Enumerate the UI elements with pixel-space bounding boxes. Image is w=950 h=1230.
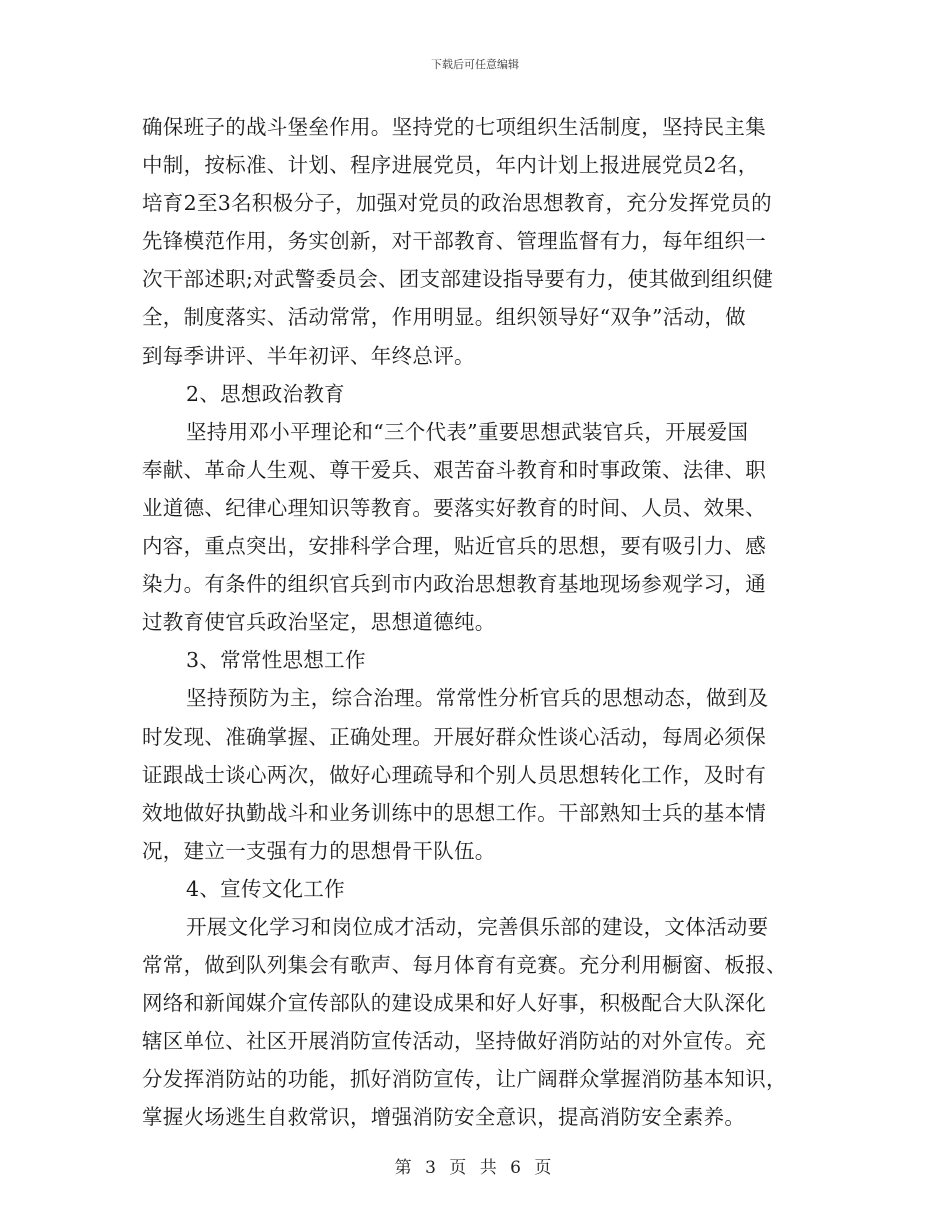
body-line: 先锋模范作用，务实创新，对干部教育、管理监督有力，每年组织一: [142, 229, 766, 254]
body-line: 况，建立一支强有力的思想骨干队伍。: [142, 838, 496, 863]
body-line: 到每季讲评、半年初评、年终总评。: [142, 343, 475, 368]
section-heading-ideological-education: 2、思想政治教育: [186, 381, 345, 406]
body-line: 效地做好执勤战斗和业务训练中的思想工作。干部熟知士兵的基本情: [142, 800, 766, 825]
body-line: 常常，做到队列集会有歌声、每月体育有竞赛。充分利用橱窗、板报、: [142, 953, 787, 978]
paragraph-first-line: 坚持用邓小平理论和“三个代表”重要思想武装官兵，开展爱国: [186, 419, 749, 444]
page-number: 第 3 页 共 6 页: [394, 1158, 556, 1178]
body-line: 证跟战士谈心两次，做好心理疏导和个别人员思想转化工作，及时有: [142, 762, 766, 787]
section-heading-publicity-culture: 4、宣传文化工作: [186, 876, 345, 901]
body-line: 次干部述职;对武警委员会、团支部建设指导要有力，使其做到组织健: [142, 267, 774, 292]
body-line: 掌握火场逃生自救常识，增强消防安全意识，提高消防安全素养。: [142, 1105, 746, 1130]
body-line: 网络和新闻媒介宣传部队的建设成果和好人好事，积极配合大队深化: [142, 991, 766, 1016]
body-line: 中制，按标准、计划、程序进展党员，年内计划上报进展党员2名，: [142, 153, 759, 178]
body-line: 全，制度落实、活动常常，作用明显。组织领导好“双争”活动，做: [142, 305, 746, 330]
body-line: 时发现、准确掌握、正确处理。开展好群众性谈心活动，每周必须保: [142, 724, 766, 749]
body-line: 确保班子的战斗堡垒作用。坚持党的七项组织生活制度，坚持民主集: [142, 115, 766, 139]
body-line: 辖区单位、社区开展消防宣传活动，坚持做好消防站的对外宣传。充: [142, 1029, 766, 1054]
body-line: 分发挥消防站的功能，抓好消防宣传，让广阔群众掌握消防基本知识，: [142, 1067, 787, 1092]
header-note: 下载后可任意编辑: [431, 58, 519, 71]
section-heading-routine-ideological-work: 3、常常性思想工作: [186, 648, 366, 673]
paragraph-first-line: 开展文化学习和岗位成才活动，完善俱乐部的建设，文体活动要: [186, 914, 769, 939]
body-line: 业道德、纪律心理知识等教育。要落实好教育的时间、人员、效果、: [142, 495, 766, 520]
body-line: 内容，重点突出，安排科学合理，贴近官兵的思想，要有吸引力、感: [142, 534, 766, 559]
body-line: 过教育使官兵政治坚定，思想道德纯。: [142, 610, 496, 635]
body-line: 染力。有条件的组织官兵到市内政治思想教育基地现场参观学习，通: [142, 572, 766, 597]
body-line: 培育2至3名积极分子，加强对党员的政治思想教育，充分发挥党员的: [142, 191, 772, 216]
body-line: 奉献、革命人生观、尊干爱兵、艰苦奋斗教育和时事政策、法律、职: [142, 457, 766, 482]
paragraph-first-line: 坚持预防为主，综合治理。常常性分析官兵的思想动态，做到及: [186, 686, 769, 711]
document-body: [142, 108, 814, 1137]
